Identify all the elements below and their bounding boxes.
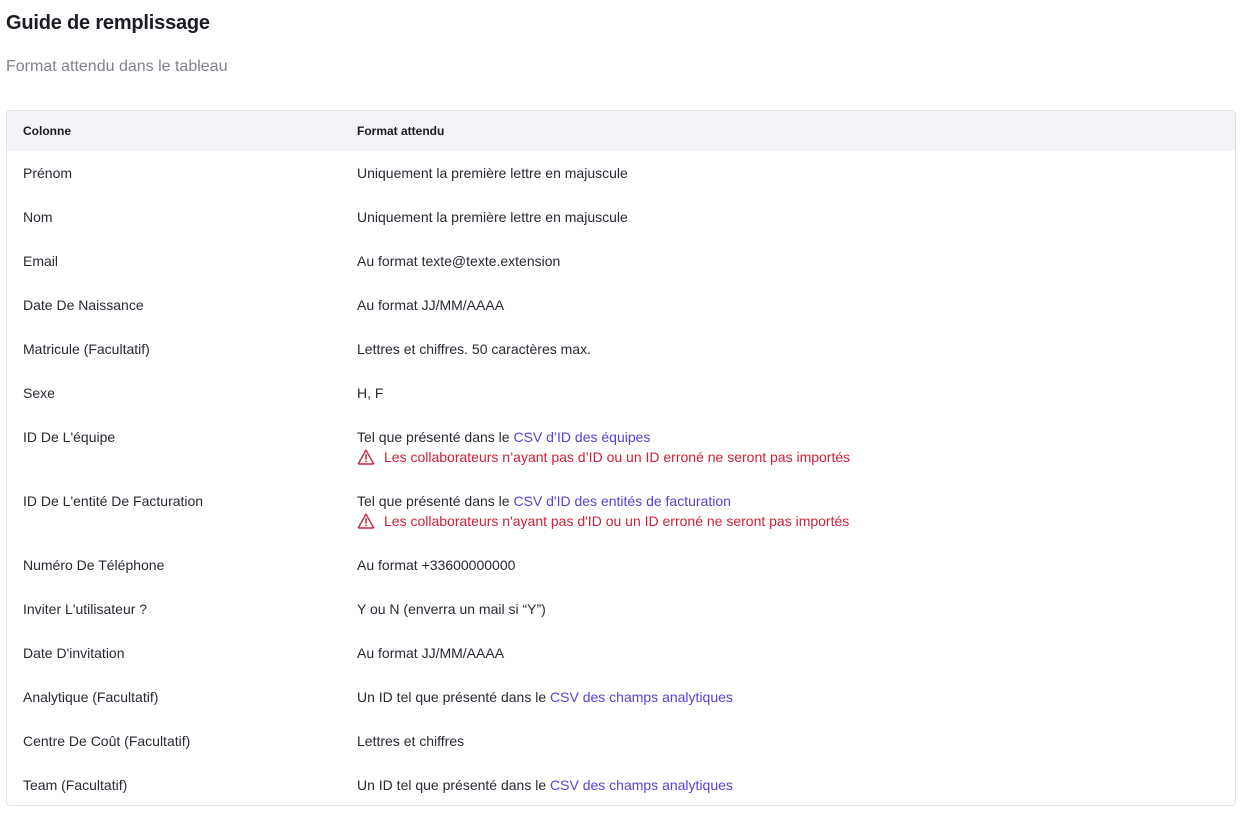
table-header [7,111,1235,151]
row-column-name: Centre De Coût (Facultatif) [23,733,191,749]
row-format-text: Tel que présenté dans le [357,493,514,509]
table-row [7,543,1235,587]
row-format-text: Uniquement la première lettre en majuscule [357,165,628,181]
row-format-cell [357,384,1235,402]
row-format-text: Un ID tel que présenté dans le [357,777,551,793]
table-row [7,587,1235,631]
row-format-cell [357,296,1235,314]
table-row [7,327,1235,371]
table-row [7,371,1235,415]
table-body [7,151,1235,806]
header-column: Colonne [23,124,71,138]
table-row [7,675,1235,719]
row-column-name: Analytique (Facultatif) [23,689,159,705]
row-format-text: Au format JJ/MM/AAAA [357,297,505,313]
warning-text: Les collaborateurs n’ayant pas d’ID ou un ID erroné ne seront pas importés [384,449,851,465]
row-format-cell [357,776,1235,794]
csv-link[interactable]: CSV d’ID des équipes [513,429,651,445]
row-format-cell [357,340,1235,358]
row-format-cell [357,492,1235,530]
row-format-text: Lettres et chiffres [357,733,465,749]
row-format-text: Au format texte@texte.extension [357,253,561,269]
table-row [7,415,1235,479]
warning-triangle-icon [357,512,375,530]
row-column-name: Numéro De Téléphone [23,557,165,573]
row-format-text: Uniquement la première lettre en majuscule [357,209,628,225]
warning-triangle-icon [357,448,375,466]
row-format-cell [357,688,1235,706]
row-column-name: ID De L'entité De Facturation [23,493,204,509]
header-format: Format attendu [357,124,445,138]
page-subtitle: Format attendu dans le tableau [6,58,228,75]
table-row [7,719,1235,763]
page-title: Guide de remplissage [6,12,210,34]
row-column-name: Sexe [23,385,55,401]
row-column-name: Prénom [23,165,73,181]
table-row [7,283,1235,327]
row-format-cell [357,732,1235,750]
row-format-text: Tel que présenté dans le [357,429,514,445]
row-format-cell [357,644,1235,662]
row-column-name: ID De L'équipe [23,429,116,445]
csv-link[interactable]: CSV des champs analytiques [550,689,733,705]
row-format-text: Y ou N (enverra un mail si “Y”) [357,601,546,617]
table-row [7,151,1235,195]
row-column-name: Inviter L'utilisateur ? [23,601,148,617]
row-format-text: Au format +33600000000 [357,557,516,573]
import-warning [357,448,1235,466]
row-format-text: Un ID tel que présenté dans le [357,689,551,705]
row-column-name: Date De Naissance [23,297,144,313]
table-row [7,479,1235,543]
table-row [7,195,1235,239]
table-row [7,631,1235,675]
table-row [7,763,1235,806]
csv-link[interactable]: CSV des champs analytiques [550,777,733,793]
row-format-text: H, F [357,385,384,401]
row-format-cell [357,252,1235,270]
import-warning [357,512,1235,530]
row-format-cell [357,428,1235,466]
row-column-name: Email [23,253,59,269]
row-format-text: Lettres et chiffres. 50 caractères max. [357,341,591,357]
row-format-text: Au format JJ/MM/AAAA [357,645,505,661]
format-guide-table [6,110,1236,806]
row-format-cell [357,600,1235,618]
csv-link[interactable]: CSV d'ID des entités de facturation [513,493,731,509]
row-format-cell [357,208,1235,226]
table-row [7,239,1235,283]
row-format-cell [357,164,1235,182]
row-column-name: Matricule (Facultatif) [23,341,150,357]
row-column-name: Nom [23,209,53,225]
row-column-name: Team (Facultatif) [23,777,128,793]
row-column-name: Date D'invitation [23,645,125,661]
warning-text: Les collaborateurs n'ayant pas d'ID ou un ID erroné ne seront pas importés [384,513,850,529]
row-format-cell [357,556,1235,574]
